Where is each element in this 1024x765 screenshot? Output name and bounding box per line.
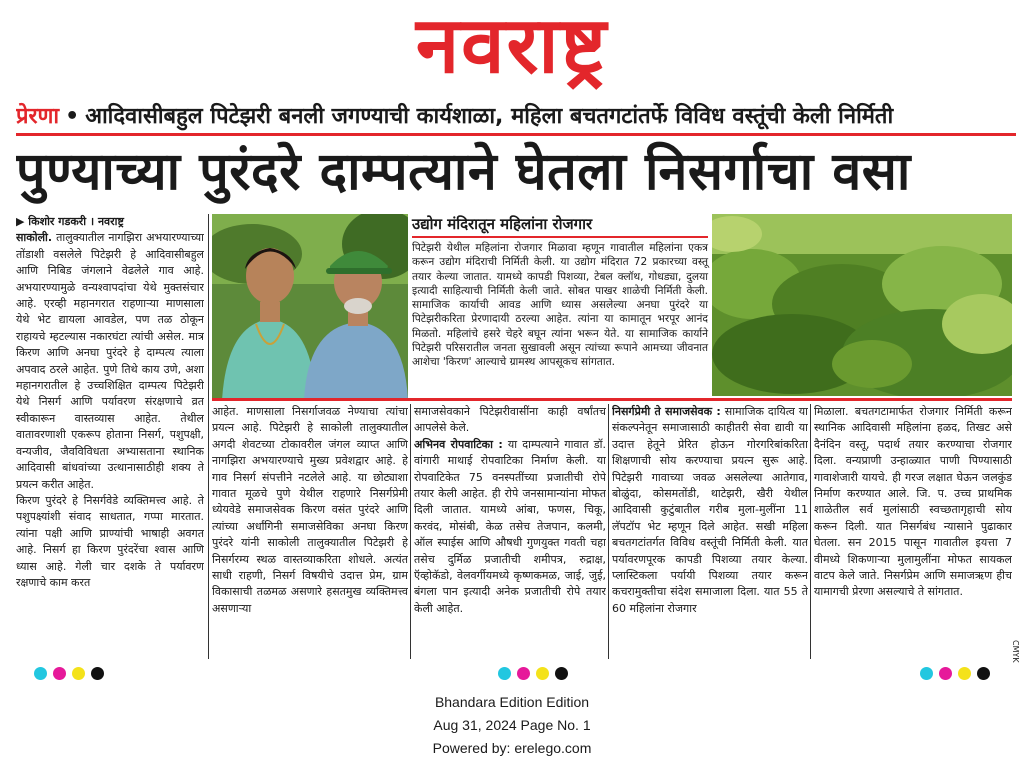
bullet-icon: •: [65, 104, 80, 129]
kicker-line: [16, 100, 1012, 134]
column-2-paragraph: आहेत. माणसाला निसर्गाजवळ नेण्याचा त्यांचा प्रयत्न आहे. पिटेझरी हे साकोली तालुक्यातील अगदी शेवटच्या टोकावरील जंगल व्याप्त आणि नागझिरा अभयारण्याचे मुख्य प्रवेशद्वार आहे. हे गाव निसर्ग संपत्तीने नटलेले आहे. या छोट्याशा गावात मूळचे पुणे येथील राहणारे निसर्गप्रेमी ध्येयवेडे समाजसेवक किरण वसंत पुरंदरे आणि त्यांच्या अर्धांगिनी समाजसेविका अनघा किरण पुरंदरे यांनी साकोली तालुक्यातील पिटेझरी हे निसर्गरम्य स्थळ वास्तव्याकरिता शोधले. अत्यंत साधी राहणी, निसर्ग विषयीचे उदात्त प्रेम, ग्राम विकासाची तळमळ असणारे हसतमुख व्यक्तिमत्त्व असणाऱ्या: [212, 405, 408, 615]
section-divider: [212, 398, 1012, 401]
column-divider: [608, 404, 609, 659]
info-box-text: पिटेझरी येथील महिलांना रोजगार मिळावा म्हणून गावातील महिलांना एकत्र करून उद्योग मंदिराची निर्मिती केली. या उद्योग मंदिरात 72 प्रकारच्या वस्तू तयार केल्या जातात. यामध्ये कापडी पिशव्या, टेबल क्लॉथ, गोधड्या, दुलया इत्यादी साहित्याची निर्मिती केली जाते. सोबत पाखर शाळेची निर्मिती केली. सामाजिक कार्याची आवड आणि ध्यास असलेल्या अनघा पुरंदरे या पिटेझरीकरिता प्रेरणादायी ठरल्या आहेत. त्यांना या कामातून भरपूर आनंद मिळतो. महिलांचे हसरे चेहरे बघून त्यांना भरून येते. या सामाजिक कार्याने पिटेझरी परिसरातील जनता सुखावली असून त्यांच्या रूपाने आमच्या जीवनात आशेचा 'किरण' आल्याचे ग्रामस्थ आपसूकच सांगतात.: [412, 242, 708, 369]
black-dot-icon: [91, 667, 104, 680]
magenta-dot-icon: [53, 667, 66, 680]
magenta-dot-icon: [517, 667, 530, 680]
registration-marks-right: [920, 665, 996, 684]
column-divider: [410, 404, 411, 659]
kicker-text: आदिवासीबहुल पिटेझरी बनली जगण्याची कार्यशाळा, महिला बचतगटांतर्फे विविध वस्तूंची केली निर्मिती: [85, 104, 894, 129]
column-1-paragraph-2: किरण पुरंदरे हे निसर्गवेडे व्यक्तिमत्त्व आहे. ते पशुपक्ष्यांशी संवाद साधतात, गप्पा मारतात. त्यांना पक्षी आणि प्राण्यांची भाषाही अवगत आहे. निसर्ग हा किरण पुरंदरेंचा श्वास आणि ध्यास आहे. गेली चार दशके ते पर्यावरण रक्षणाचे काम करत: [16, 493, 204, 589]
column-divider: [810, 404, 811, 659]
couple-photo: [212, 214, 408, 400]
column-3-paragraph: अभिनव रोपवाटिका : या दाम्पत्याने गावात डॉ. वांगारी माथाई रोपवाटिका निर्माण केली. या रोपवाटिकेत 75 वनस्पतींच्या प्रजातीची रोपे तयार केली आहेत. ही रोपे जनसामान्यांना मोफत दिली जातात. यामध्ये आंबा, फणस, चिकू, करवंद, मोसंबी, केळ तसेच तेजपान, कलमी, ऑल स्पाईस आणि औषधी गुणयुक्त गवती चहा तसेच दुर्मिळ प्रजातीची शमीपत्र, रुद्राक्ष, ऍव्होकॅडो, वेलवर्गीयमध्ये कृष्णकमळ, जाई, जुई, बंगला पान इत्यादी अनेक प्रजातीची रोपे तयार केली आहेत.: [414, 437, 606, 615]
footer-edition: Bhandara Edition Edition: [434, 694, 590, 710]
nursery-photo: [712, 214, 1012, 396]
registration-marks-left: [34, 665, 110, 684]
yellow-dot-icon: [72, 667, 85, 680]
article-headline: पुण्याच्या पुरंदरे दाम्पत्याने घेतला निसर्गाचा वसा: [16, 142, 911, 202]
yellow-dot-icon: [536, 667, 549, 680]
kicker-label: प्रेरणा: [16, 104, 60, 129]
info-box: [412, 214, 708, 394]
column-3: [414, 404, 606, 662]
registration-marks-center: [498, 665, 574, 684]
info-box-title-rule: [412, 236, 708, 238]
black-dot-icon: [977, 667, 990, 680]
kicker-divider: [16, 133, 1016, 136]
cmyk-side-label: CMYK: [1011, 640, 1020, 663]
subheading-nursery: अभिनव रोपवाटिका :: [414, 437, 503, 451]
column-1-paragraph-1: साकोली. तालुक्यातील नागझिरा अभयारण्याच्या तोंडाशी वसलेले पिटेझरी हे आदिवासीबहुल आणि निबिड जंगलाने वेढलेले गाव आहे. अभयारण्यामुळे वन्यश्वापदांचा येथे मुक्तसंचार आहे. एरव्ही महानगरात राहणाऱ्या माणसाला येथे भेट द्यायला आवडेल, पण तळ ठोकून राहायचे म्हटल्यास नकारघंटा त्यांची असेल. मात्र किरण आणि अनघा पुरंदरे हे दाम्पत्य त्याला अपवाद ठरले आहेत. पुणे तिथे काय उणे, अशा महानगरातील हे उच्चशिक्षित दाम्पत्य पिटेझरी येथे निसर्ग आणि पर्यावरण संरक्षणाचे व्रत स्वीकारून वास्तव्यास आहेत. तेथील वातावरणाशी एकरूप होताना निसर्ग, पशुपक्षी, वन्यजीव, जैवविविधता अभ्यासताना स्थानिक आदिवासी बांधवांच्या उत्थानासाठीही शक्य ते प्रयत्न करीत आहेत.: [16, 231, 204, 491]
info-box-title: उद्योग मंदिरातून महिलांना रोजगार: [412, 215, 593, 233]
column-4-paragraph: निसर्गप्रेमी ते समाजसेवक : सामाजिक दायित्व या संकल्पनेतून समाजासाठी काहीतरी सेवा द्यावी या उदात्त हेतूने प्रेरित होऊन गोरगरिबांकरिता शिक्षणाची सोय करण्याचा प्रयत्न सुरू आहे. पिटेझरी गावाच्या जवळ असलेल्या आतेगाव, बोळुंदा, कोसमतोंडी, थाटेझरी, खैरी येथील आदिवासी कुटुंबातील गरीब मुला-मुलींना 11 लॅपटॉप भेट म्हणून दिले आहेत. सखी महिला बचतगटांतर्गत विविध वस्तूंची निर्मिती केली. यात पर्यावरणपूरक कापडी पिशव्या तयार केल्या. प्लास्टिकला पर्यायी पिशव्या तयार करून कचरामुक्तीचा संदेश समाजाला दिला. यात 55 ते 60 महिलांना रोजगार: [612, 405, 808, 615]
newspaper-masthead: नवराष्ट्र: [415, 1, 609, 91]
black-dot-icon: [555, 667, 568, 680]
cyan-dot-icon: [498, 667, 511, 680]
magenta-dot-icon: [939, 667, 952, 680]
column-5-paragraph: मिळाला. बचतगटामार्फत रोजगार निर्मिती करून स्थानिक आदिवासी महिलांना हळद, तिखट असे दैनंदिन वस्तू, पदार्थ तयार करण्याचा रोजगार दिला. वन्यप्राणी उन्हाळ्यात पाणी पिण्यासाठी गावाशेजारी यायचे. ही गरज लक्षात घेऊन जलकुंड निर्माण करण्यात आले. जि. प. उच्च प्राथमिक शाळेतील सर्व मुलांसाठी स्वच्छतागृहाची सोय करून दिली. यात निसर्गबंध न्यासाने पुढाकार घेतला. सन 2015 पासून गावातील इयत्ता 7 वीमध्ये शिकणाऱ्या मुलामुलींना मोफत सायकल वाटप केले जाते. निसर्गप्रेम आणि समाजऋण हीच यामागची प्रेरणा असल्याचे ते सांगतात.: [814, 405, 1012, 599]
column-5: [814, 404, 1012, 662]
footer-powered-by[interactable]: Powered by: erelego.com: [432, 740, 592, 756]
column-3-intro: समाजसेवकाने पिटेझरीवासींना काही वर्षांतच आपलेसे केले.: [414, 405, 606, 435]
column-1: [16, 214, 204, 664]
dateline: साकोली.: [16, 231, 53, 245]
column-4: [612, 404, 808, 662]
subheading-social-worker: निसर्गप्रेमी ते समाजसेवक :: [612, 405, 721, 418]
column-2: [212, 404, 408, 662]
yellow-dot-icon: [958, 667, 971, 680]
byline: ▶ किशोर गडकरी । नवराष्ट्र: [16, 215, 124, 228]
byline-marker-icon: ▶: [16, 215, 29, 228]
cyan-dot-icon: [920, 667, 933, 680]
column-divider: [208, 214, 209, 659]
footer-date-page: Aug 31, 2024 Page No. 1: [433, 717, 591, 733]
cyan-dot-icon: [34, 667, 47, 680]
